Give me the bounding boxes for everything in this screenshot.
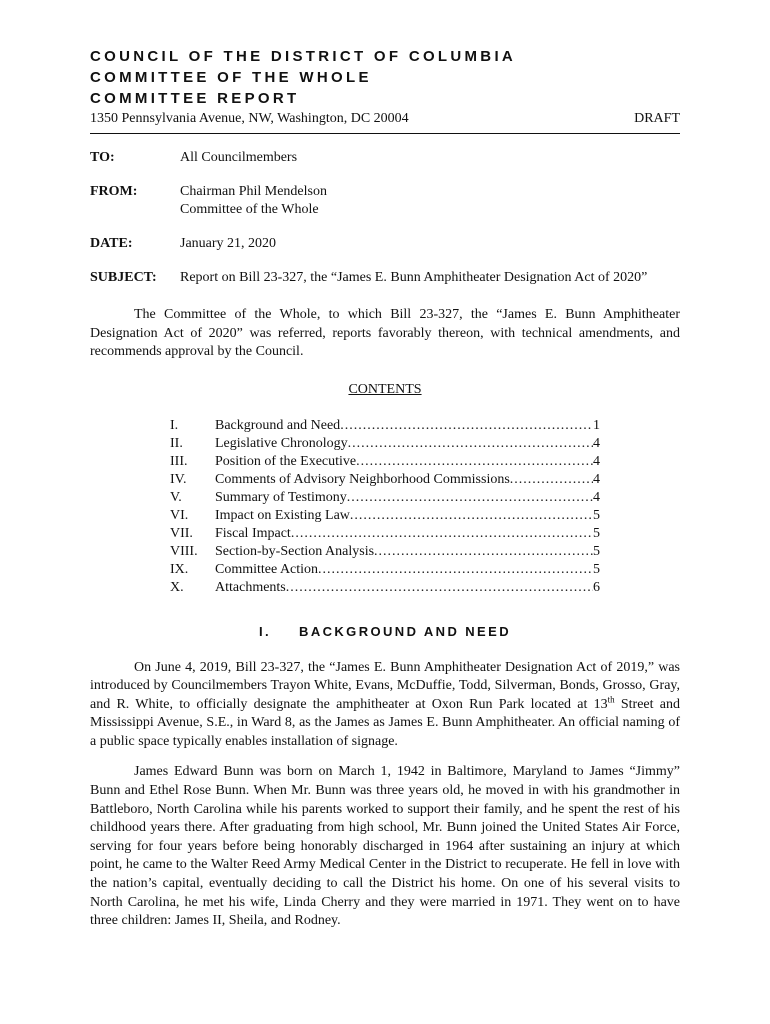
header-divider bbox=[90, 133, 680, 134]
council-address: 1350 Pennsylvania Avenue, NW, Washington, DC 20004 bbox=[90, 111, 409, 126]
date-label: DATE: bbox=[90, 236, 133, 251]
intro-paragraph: The Committee of the Whole, to which Bill 23-327, the “James E. Bunn Amphitheater Designation Act of 2020” was referred, reports favorably thereon, with technical amendments, and recommends approval by the Council. bbox=[90, 307, 680, 359]
table-of-contents bbox=[170, 417, 600, 597]
from-line-1: Chairman Phil Mendelson bbox=[180, 184, 327, 199]
toc-entry bbox=[170, 543, 600, 561]
from-label: FROM: bbox=[90, 184, 138, 199]
toc-title: Position of the Executive bbox=[215, 453, 357, 469]
toc-number: X. bbox=[170, 579, 184, 595]
toc-title: Section-by-Section Analysis bbox=[215, 543, 375, 559]
toc-leader-dots bbox=[350, 507, 593, 525]
toc-leader-dots bbox=[291, 525, 593, 543]
toc-page-number: 4 bbox=[593, 453, 600, 469]
background-paragraph-2: James Edward Bunn was born on March 1, 1942 in Baltimore, Maryland to James “Jimmy” Bunn and Ethel Rose Bunn. When Mr. Bunn was three years old, he moved in with his grandmother in Battleboro, North Carolina while his parents worked to support their family, and he spent the rest of his childhood years there. After graduating from high school, Mr. Bunn joined the United States Air Force, serving for four years before being honorably discharged in 1964 after sustaining an injury at which point, he came to the Walter Reed Army Medical Center in the District to recuperate. He fell in love with the nation’s capital, eventually deciding to call the District his home. On one of his several visits to North Carolina, he met his wife, Linda Cherry and they were married in 1971. They went on to have three children: James II, Sheila, and Rodney. bbox=[90, 764, 680, 929]
toc-entry bbox=[170, 579, 600, 597]
p1-superscript: th bbox=[607, 694, 615, 705]
p1-text-a: On June 4, 2019, Bill 23-327, the “James E. Bunn Amphitheater Designation Act of 2019,” was introduced by Councilmembers Trayon White, Evans, McDuffie, Todd, Silverman, Bonds, Grosso, Gray, and R. White, to officially designate the amphitheater at Oxon Run Park located at 13 bbox=[90, 659, 680, 712]
toc-number: V. bbox=[170, 489, 182, 505]
toc-number: II. bbox=[170, 435, 183, 451]
section-number: I. bbox=[259, 623, 272, 639]
toc-page-number: 5 bbox=[593, 507, 600, 523]
toc-entry bbox=[170, 507, 600, 525]
toc-number: VI. bbox=[170, 507, 189, 523]
toc-page-number: 4 bbox=[593, 489, 600, 505]
subject-label: SUBJECT: bbox=[90, 270, 157, 285]
toc-leader-dots bbox=[340, 417, 593, 435]
toc-page-number: 5 bbox=[593, 561, 600, 577]
committee-name: COMMITTEE OF THE WHOLE bbox=[90, 69, 372, 86]
toc-title: Comments of Advisory Neighborhood Commissions bbox=[215, 471, 510, 487]
toc-leader-dots bbox=[318, 561, 593, 579]
toc-leader-dots bbox=[347, 489, 593, 507]
toc-page-number: 5 bbox=[593, 525, 600, 541]
toc-page-number: 5 bbox=[593, 543, 600, 559]
draft-label: DRAFT bbox=[634, 111, 680, 126]
toc-title: Attachments bbox=[215, 579, 286, 595]
council-name: COUNCIL OF THE DISTRICT OF COLUMBIA bbox=[90, 48, 517, 65]
toc-leader-dots bbox=[348, 435, 593, 453]
toc-title: Impact on Existing Law bbox=[215, 507, 350, 523]
toc-title: Legislative Chronology bbox=[215, 435, 348, 451]
contents-title: CONTENTS bbox=[348, 381, 422, 397]
toc-number: III. bbox=[170, 453, 188, 469]
toc-title: Committee Action bbox=[215, 561, 319, 577]
report-page bbox=[90, 46, 680, 931]
toc-entry bbox=[170, 471, 600, 489]
to-label: TO: bbox=[90, 150, 115, 165]
toc-number: VII. bbox=[170, 525, 193, 541]
subject-value: Report on Bill 23-327, the “James E. Bunn Amphitheater Designation Act of 2020” bbox=[180, 270, 648, 285]
document-header bbox=[90, 46, 680, 134]
toc-page-number: 4 bbox=[593, 471, 600, 487]
toc-entry bbox=[170, 561, 600, 579]
from-value bbox=[180, 183, 680, 219]
toc-number: IX. bbox=[170, 561, 189, 577]
report-type: COMMITTEE REPORT bbox=[90, 90, 300, 107]
toc-leader-dots bbox=[510, 471, 593, 489]
p1-text-b: Street and Mississippi Avenue, S.E., in Ward 8, as the James as James E. Bunn Amphitheater. An official naming of a public space typically enables installation of signage. bbox=[90, 696, 680, 749]
toc-entry bbox=[170, 453, 600, 471]
toc-leader-dots bbox=[356, 453, 593, 471]
toc-page-number: 6 bbox=[593, 579, 600, 595]
toc-title: Fiscal Impact bbox=[215, 525, 291, 541]
toc-number: VIII. bbox=[170, 543, 198, 559]
toc-title: Summary of Testimony bbox=[215, 489, 347, 505]
from-line-2: Committee of the Whole bbox=[180, 202, 319, 217]
date-value: January 21, 2020 bbox=[180, 236, 277, 251]
address-row bbox=[90, 110, 680, 128]
section-title: BACKGROUND AND NEED bbox=[299, 623, 511, 639]
toc-page-number: 4 bbox=[593, 435, 600, 451]
to-value: All Councilmembers bbox=[180, 150, 298, 165]
toc-entry bbox=[170, 435, 600, 453]
section-heading bbox=[90, 623, 680, 641]
toc-number: I. bbox=[170, 417, 179, 433]
toc-page-number: 1 bbox=[593, 417, 600, 433]
toc-entry bbox=[170, 525, 600, 543]
toc-entry bbox=[170, 417, 600, 435]
toc-entry bbox=[170, 489, 600, 507]
toc-leader-dots bbox=[286, 579, 593, 597]
toc-number: IV. bbox=[170, 471, 187, 487]
toc-title: Background and Need bbox=[215, 417, 341, 433]
background-paragraph-1 bbox=[90, 659, 680, 752]
memo-block bbox=[90, 149, 680, 287]
toc-leader-dots bbox=[374, 543, 593, 561]
